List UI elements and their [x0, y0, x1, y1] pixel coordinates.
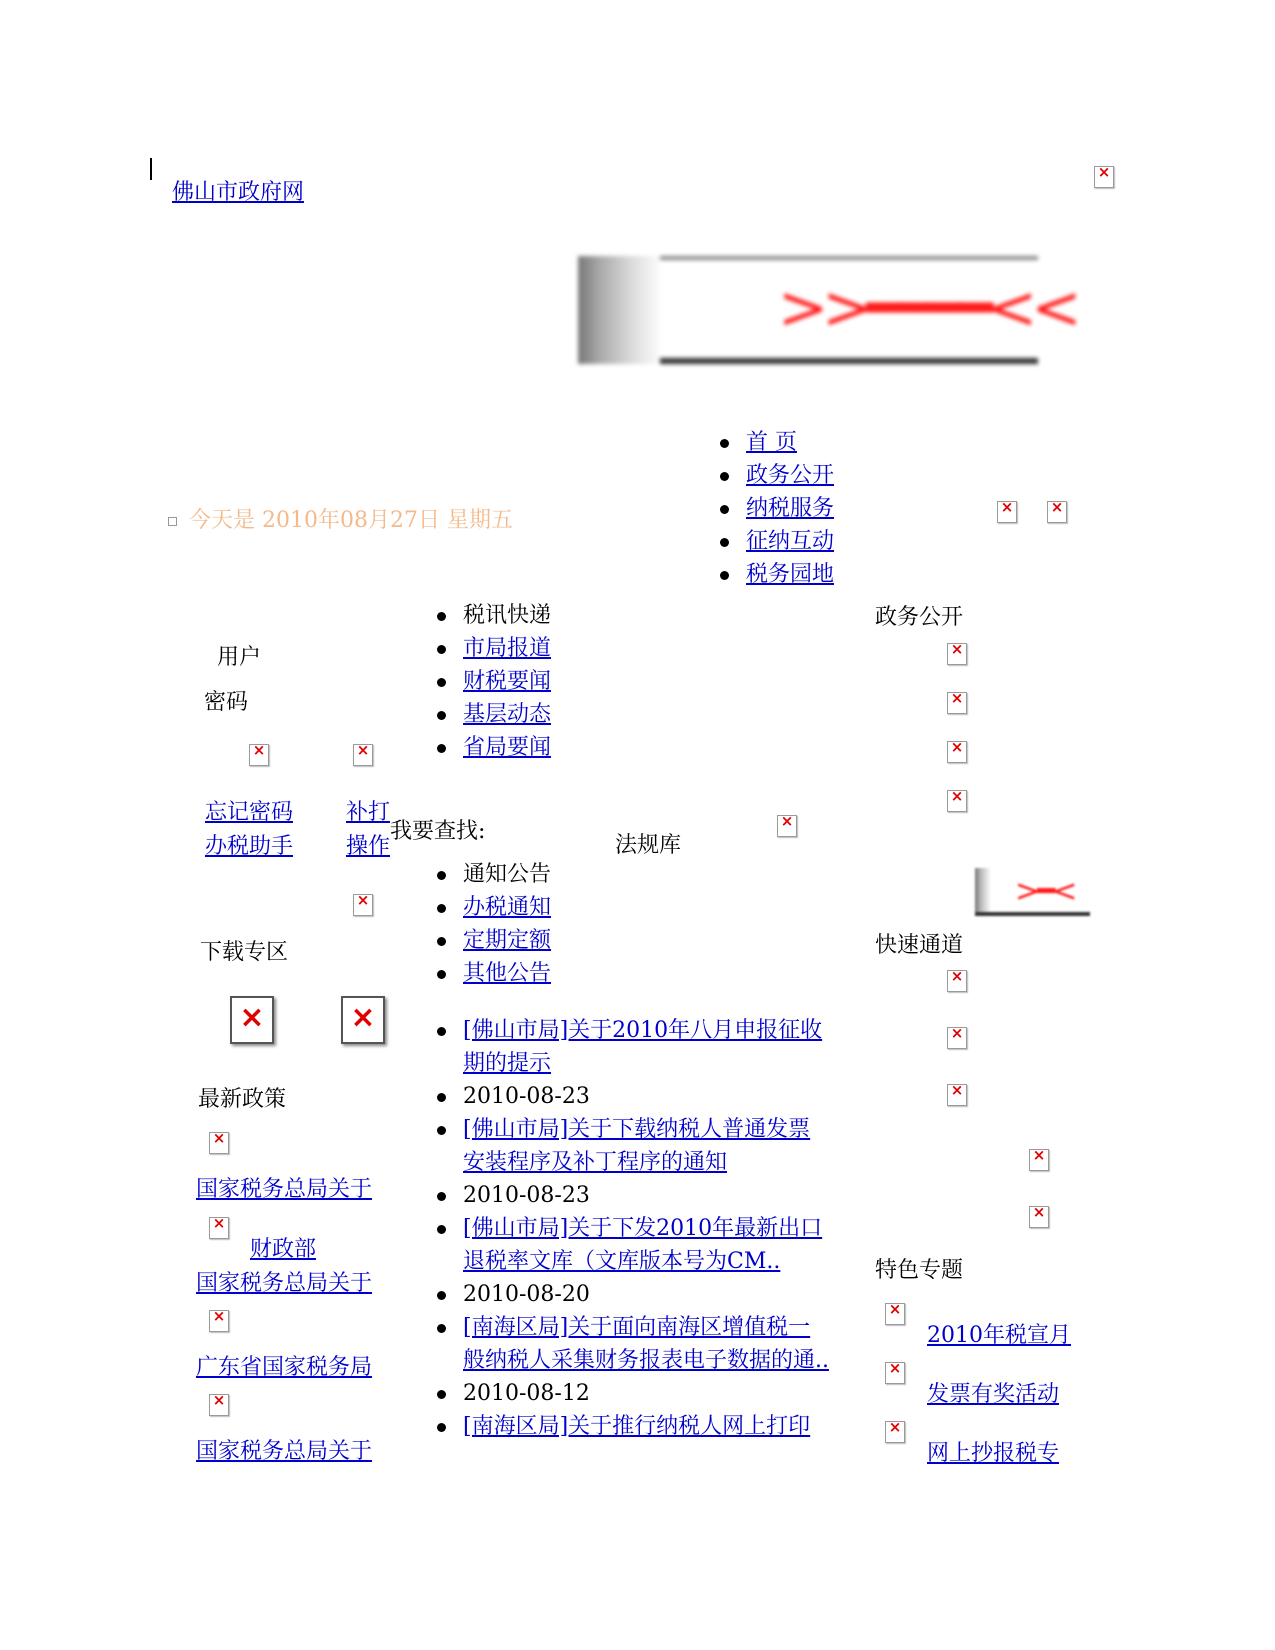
news-item-link[interactable]: [佛山市局]关于下载纳税人普通发票 安装程序及补丁程序的通知 — [463, 1117, 811, 1175]
broken-image-icon[interactable] — [947, 692, 967, 714]
bullet-icon — [168, 517, 177, 526]
date-text: 今天是 2010年08月27日 星期五 — [189, 508, 513, 533]
broken-image-icon: >━< — [1015, 874, 1075, 909]
login-button-icon[interactable] — [249, 744, 269, 766]
news-tab-heading: 税讯快递 — [463, 603, 552, 628]
policy-link[interactable]: 财政部 — [250, 1237, 317, 1262]
header-banner — [578, 256, 1076, 364]
password-label: 密码 — [204, 690, 249, 715]
feature-link[interactable]: 发票有奖活动 — [927, 1382, 1060, 1407]
search-button-icon[interactable] — [777, 815, 797, 837]
main-nav — [720, 426, 834, 591]
policy-link[interactable]: 国家税务总局关于 — [196, 1439, 373, 1464]
news-item-date: 2010-08-12 — [463, 1381, 590, 1406]
policy-link[interactable]: 国家税务总局关于 — [196, 1271, 373, 1296]
broken-image-icon: >>━━━━<< — [778, 273, 1076, 343]
operation-link[interactable]: 操作 — [346, 834, 391, 859]
nav-interaction[interactable]: 征纳互动 — [746, 529, 835, 554]
tax-assistant-link[interactable]: 办税助手 — [205, 834, 294, 859]
broken-image-icon — [209, 1310, 229, 1332]
broken-image-icon — [209, 1132, 229, 1154]
date-display — [168, 503, 513, 534]
broken-image-icon[interactable] — [947, 970, 967, 992]
news-tab-province[interactable]: 省局要闻 — [463, 735, 552, 760]
user-label: 用户 — [217, 645, 262, 670]
search-label: 我要查找: — [390, 819, 486, 844]
search-category-select[interactable]: 法规库 — [615, 833, 682, 858]
news-item-link[interactable]: [南海区局]关于面向南海区增值税一 般纳税人采集财务报表电子数据的通.. — [463, 1315, 829, 1373]
news-item-link[interactable]: [佛山市局]关于2010年八月申报征收 期的提示 — [463, 1018, 823, 1076]
broken-image-icon[interactable] — [1029, 1149, 1049, 1171]
download-image-icon[interactable] — [341, 996, 385, 1044]
quick-heading: 快速通道 — [875, 933, 964, 958]
nav-gov-affairs[interactable]: 政务公开 — [746, 463, 835, 488]
notice-tabs — [437, 858, 551, 990]
feature-heading: 特色专题 — [875, 1258, 964, 1283]
policy-heading: 最新政策 — [198, 1087, 287, 1112]
notice-tab-tax[interactable]: 办税通知 — [463, 895, 552, 920]
news-item-date: 2010-08-23 — [463, 1183, 590, 1208]
site-link-foshan-gov[interactable]: 佛山市政府网 — [172, 180, 305, 205]
broken-image-icon — [885, 1421, 905, 1443]
news-item-link[interactable]: [佛山市局]关于下发2010年最新出口 退税率文库（文库版本号为CM.. — [463, 1216, 823, 1274]
reset-button-icon[interactable] — [353, 744, 373, 766]
notice-tab-fixed[interactable]: 定期定额 — [463, 928, 552, 953]
notice-tab-other[interactable]: 其他公告 — [463, 961, 552, 986]
feature-link[interactable]: 2010年税宣月 — [927, 1323, 1071, 1348]
broken-image-icon — [885, 1303, 905, 1325]
reprint-link[interactable]: 补打 — [346, 800, 391, 825]
side-banner — [975, 868, 1090, 916]
text-cursor — [150, 158, 152, 180]
nav-tax-garden[interactable]: 税务园地 — [746, 562, 835, 587]
broken-image-icon[interactable] — [1047, 501, 1067, 523]
nav-tax-service[interactable]: 纳税服务 — [746, 496, 835, 521]
broken-image-icon[interactable] — [353, 894, 373, 916]
policy-link[interactable]: 国家税务总局关于 — [196, 1177, 373, 1202]
broken-image-icon — [1094, 166, 1114, 188]
notice-tab-heading: 通知公告 — [463, 862, 552, 887]
news-tabs — [437, 599, 551, 764]
nav-home[interactable]: 首 页 — [746, 430, 797, 455]
news-list — [437, 1014, 877, 1443]
broken-image-icon — [885, 1362, 905, 1384]
policy-link[interactable]: 广东省国家税务局 — [196, 1355, 373, 1380]
forgot-password-link[interactable]: 忘记密码 — [205, 800, 294, 825]
news-tab-grassroots[interactable]: 基层动态 — [463, 702, 552, 727]
broken-image-icon[interactable] — [947, 1084, 967, 1106]
broken-image-icon — [209, 1394, 229, 1416]
broken-image-icon[interactable] — [947, 741, 967, 763]
download-heading: 下载专区 — [200, 940, 289, 965]
broken-image-icon[interactable] — [947, 643, 967, 665]
download-image-icon[interactable] — [230, 996, 274, 1044]
broken-image-icon[interactable] — [997, 501, 1017, 523]
broken-image-icon[interactable] — [1029, 1206, 1049, 1228]
news-item-date: 2010-08-23 — [463, 1084, 590, 1109]
broken-image-icon — [209, 1217, 229, 1239]
news-tab-finance[interactable]: 财税要闻 — [463, 669, 552, 694]
news-item-link[interactable]: [南海区局]关于推行纳税人网上打印 — [463, 1414, 811, 1439]
gov-heading: 政务公开 — [875, 605, 964, 630]
broken-image-icon[interactable] — [947, 1027, 967, 1049]
feature-link[interactable]: 网上抄报税专 — [927, 1441, 1060, 1466]
broken-image-icon[interactable] — [947, 790, 967, 812]
news-item-date: 2010-08-20 — [463, 1282, 590, 1307]
news-tab-city[interactable]: 市局报道 — [463, 636, 552, 661]
